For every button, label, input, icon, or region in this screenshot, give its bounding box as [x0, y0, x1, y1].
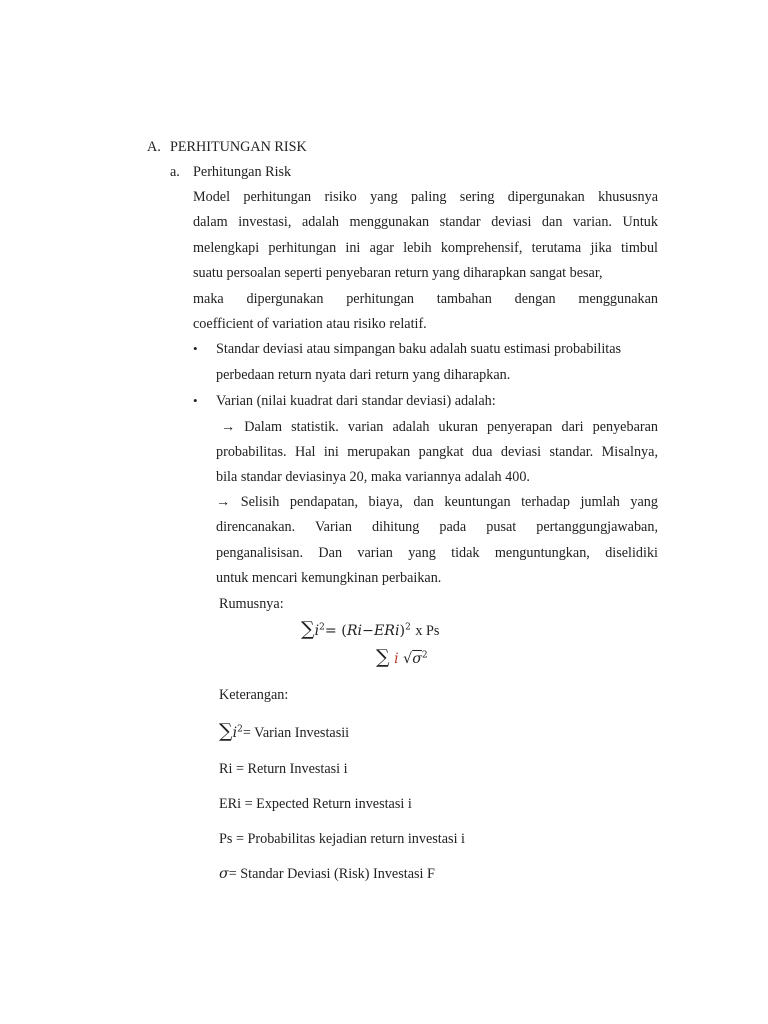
formula-exponent: 2 — [237, 724, 243, 735]
keterangan-varian — [219, 722, 349, 742]
arrow-point-line: → Dalam statistik. varian adalah ukuran penyerapan dari penyebaran — [221, 419, 658, 435]
formula-minus: − — [362, 623, 374, 639]
paragraph-line: coefficient of variation atau risiko relatif. — [193, 316, 427, 332]
arrow-point-line: → Selisih pendapatan, biaya, dan keuntungan terhadap jumlah yang — [216, 494, 658, 510]
formula-exponent: 2 — [421, 650, 428, 661]
arrow-point-line: untuk mencari kemungkinan perbaikan. — [216, 570, 442, 586]
sigma-formula — [376, 648, 428, 668]
variance-formula — [301, 620, 439, 640]
arrow-point-line: probabilitas. Hal ini merupakan pangkat dua deviasi standar. Misalnya, — [216, 444, 658, 460]
varian-definition: = Varian Investasii — [242, 725, 350, 741]
ps-definition: Ps = Probabilitas kejadian return investasi i — [219, 831, 465, 847]
paragraph-line: Model perhitungan risiko yang paling sering dipergunakan khususnya — [193, 189, 658, 205]
paragraph-line: melengkapi perhitungan ini agar lebih komprehensif, terutama jika timbul — [193, 240, 658, 256]
formula-open-paren: ( — [341, 623, 347, 639]
formula-exponent: 2 — [405, 622, 411, 633]
arrow-point-line: penganalisisan. Dan varian yang tidak menguntungkan, diselidiki — [216, 545, 658, 561]
formula-exponent: 2 — [319, 622, 325, 633]
formula-times-ps: x Ps — [415, 623, 440, 639]
formula-var: i — [314, 623, 320, 639]
formula-equals: = — [324, 623, 337, 639]
formula-var: i — [232, 725, 238, 741]
formula-label: Rumusnya: — [219, 596, 284, 612]
paragraph-line: dalam investasi, adalah menggunakan standar deviasi dan varian. Untuk — [193, 214, 658, 230]
eri-definition: ERi = Expected Return investasi i — [219, 796, 412, 812]
paragraph-line: suatu persoalan seperti penyebaran return yang diharapkan sangat besar, — [193, 265, 603, 281]
sigma-definition: = Standar Deviasi (Risk) Investasi F — [228, 866, 435, 882]
sigma-definition-row — [219, 865, 435, 883]
sigma-symbol: σ — [219, 866, 229, 882]
subsection-title: Perhitungan Risk — [193, 164, 292, 180]
sum-symbol: ∑ — [219, 720, 233, 742]
bullet-line: Standar deviasi atau simpangan baku adalah suatu estimasi probabilitas — [216, 341, 622, 357]
section-marker: A. — [147, 139, 161, 155]
arrow-point-line: bila standar deviasinya 20, maka variannya adalah 400. — [216, 469, 530, 485]
subsection-marker: a. — [170, 164, 180, 180]
arrow-point-line: direncanakan. Varian dihitung pada pusat pertanggungjawaban, — [216, 519, 658, 535]
bullet-symbol: • — [193, 393, 198, 408]
formula-close-paren: ) — [399, 623, 406, 639]
bullet-line: Varian (nilai kuadrat dari standar deviasi) adalah: — [216, 393, 496, 409]
sum-symbol: ∑ — [376, 646, 390, 668]
sqrt-symbol: √ — [403, 651, 413, 667]
formula-ri: Ri — [346, 623, 363, 639]
keterangan-label: Keterangan: — [219, 687, 289, 703]
sum-symbol: ∑ — [301, 618, 315, 640]
ri-definition: Ri = Return Investasi i — [219, 761, 348, 777]
formula-eri: ERi — [373, 623, 400, 639]
bullet-line: perbedaan return nyata dari return yang diharapkan. — [216, 367, 511, 383]
paragraph-line: maka dipergunakan perhitungan tambahan dengan menggunakan — [193, 291, 658, 307]
section-title: PERHITUNGAN RISK — [170, 139, 307, 155]
formula-var-red: i — [394, 651, 399, 667]
formula-sigma: σ — [412, 651, 422, 667]
bullet-symbol: • — [193, 341, 198, 356]
